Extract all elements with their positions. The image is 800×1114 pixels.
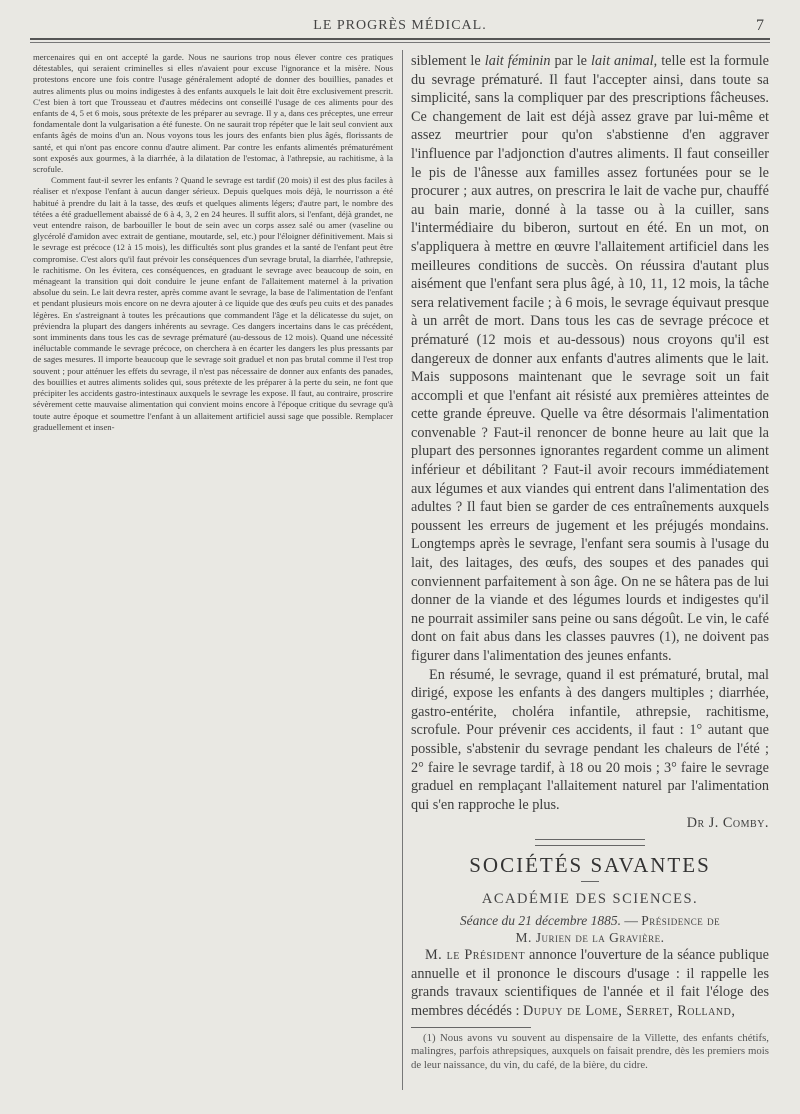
right-paragraph-1 [411, 52, 769, 666]
session-line [411, 912, 769, 946]
header-rule [30, 38, 770, 40]
left-column [33, 52, 393, 1092]
section-title: SOCIÉTÉS SAVANTES [469, 852, 711, 877]
footnote: (1) Nous avons vu souvent au dispensaire de la Villette, des enfants chétifs, malingres, parfois athrepsiques, auxquels on faisait prendre, dès les premiers mois de leur naissance, du vin, du café, de la bière, du cidre. [411, 1031, 769, 1071]
report-lead: M. le Président [425, 947, 526, 964]
italic-term: lait féminin [484, 53, 551, 69]
text-run: siblement le [411, 53, 485, 69]
report-text: annonce l'ouverture de la séance publique annuelle et il prononce le discours d'usage : il rappelle les grands travaux scientifiques de l'année et il fait l'éloge des membres décédés : [411, 947, 769, 1019]
left-paragraph-1: mercenaires qui en ont accepté la garde. Nous ne saurions trop nous élever contre ces pratiques détestables, qui seraient criminelles si elles n'avaient pour excuse l'ignorance et la misère. Nous protestons encore une fois contre l'usage généralement adopté de donner des bouillies, panades et autres aliments plus ou moins indigestes à des enfants auxquels le lait doit être exclusivement prescrit. C'est bien à tort que Trousseau et d'autres médecins ont conseillé l'usage de ces aliments pour des enfants de 4, 5 et 6 mois, sous prétexte de les préparer au sevrage. Il y a, dans ces préceptes, une erreur fondamentale dont la vulgarisation a été funeste. On ne saurait trop répéter que le lait seul convient aux enfants âgés de moins d'un an. Nous voyons tous les jours des enfants bien plus âgés, florissants de santé, et qui n'ont pas encore connu d'autre aliment. Par contre les enfants alimentés prématurément sont exposés aux gourmes, à la diarrhée, à la dilatation de l'estomac, à l'athrepsie, au rachitisme, à la scrofule. [33, 52, 393, 175]
session-date: Séance du 21 décembre 1885. [459, 913, 621, 929]
deceased-members: Dupuy de Lome, Serret, Rolland, [522, 1002, 736, 1019]
italic-term: lait animal [591, 53, 654, 69]
academy-report [411, 946, 769, 1020]
footnote-rule [411, 1027, 531, 1028]
text-run: par le [550, 53, 592, 69]
column-divider [402, 50, 403, 1090]
right-column [411, 52, 769, 1072]
header-rule-thin [30, 42, 770, 43]
short-divider [581, 881, 599, 882]
right-paragraph-2: En résumé, le sevrage, quand il est prématuré, brutal, mal dirigé, expose les enfants à des dangers multiples ; diarrhée, gastro-entérite, choléra infantile, athrepsie, rachitisme, scrofule. Pour prévenir ces accidents, il faut : 1° autant que possible, s'abstenir du sevrage pendant les chaleurs de l'été ; 2° faire le sevrage tardif, à 18 ou 20 mois ; 3° faire le sevrage graduel en remplaçant l'allaitement naturel par l'alimentation qui s'en rapproche le plus. [411, 666, 769, 813]
author-signature [411, 814, 769, 833]
running-header [30, 14, 770, 38]
text-run: , telle est la formule du sevrage prématuré. Il faut l'accepter ainsi, dans toute sa simplicité, sans la compliquer par des prescriptions fâcheuses. Ce changement de lait est déjà assez grave par lui-même et assez meurtrier pour qu'on s'abstienne d'en aggraver l'influence par l'adjonction d'autres aliments. Il faut conseiller le pis de l'ânesse aux familles assez fortunées pour se le procurer ; aux autres, on prescrira le lait de vache pur, chauffé au bain marie, donné à la tasse ou à la cuiller, sans l'intermédiaire du biberon, surtout en été. En un mot, on s'appliquera à mettre en œuvre l'allaitement artificiel dans les meilleures conditions de succès. On réussira d'autant plus aisément que l'enfant sera plus âgé, à 10, 11, 12 mois, la tâche sera relativement facile ; à 6 mois, le sevrage équivaut presque à un arrêt de mort. Dans tous les cas de sevrage précoce et prématuré (12 mois et au-dessous) nous croyons qu'il est dangereux de donner aux enfants d'autres aliments que le lait. Mais supposons maintenant que le sevrage soit un fait accompli et que l'enfant ait résisté aux premières atteintes de cette grande épreuve. Quelle va être désormais l'alimentation convenable ? Faut-il renoncer de bonne heure au lait que la plupart des personnes ignorantes regardent comme un aliment inférieur et débilitant ? Faut-il avoir recours immédiatement aux légumes et aux viandes qui entrent dans l'alimentation des adultes ? Il faut bien se garder de ces entraînements auxquels poussent les erreurs de jugement et les préjugés mondains. Longtemps après le sevrage, l'enfant sera soumis à l'usage du lait, des laitages, des œufs, des soupes et des panades qui conviennent parfaitement à son âge. On ne se hâtera pas de lui donner de la viande et des légumes lourds et indigestes qu'il ne pourrait assimiler sans peine ou sans dégoût. Le vin, le café dont on fait abus dans les classes pauvres (1), ne doivent pas figurer dans l'alimentation des jeunes enfants. [411, 53, 770, 664]
left-paragraph-2: Comment faut-il sevrer les enfants ? Quand le sevrage est tardif (20 mois) il est des plus faciles à réaliser et n'expose l'enfant à aucun danger sérieux. Depuis quelques mois déjà, le nourrisson a été habitué à prendre du lait à la tasse, des œufs et quelques aliments légers; d'autre part, le nombre des tétées a été graduellement abaissé de 6 à 4, 3, 2 en 24 heures. Il suffit alors, si l'enfant, déjà grandet, ne veut entendre raison, de barbouiller le bout de sein avec un corps assez salé ou amer (vaseline ou glycérolé d'amidon avec extrait de gentiane, moutarde, sel, etc.) pour l'éloigner définitivement. Mais si le sevrage est précoce (12 à 15 mois), les difficultés sont plus grandes et la santé de l'enfant peut être compromise. C'est alors qu'il faut prévoir les conséquences d'un sevrage brutal, la diarrhée, l'athrepsie, le rachitisme. On les évitera, ces conséquences, en graduant le sevrage avec beaucoup de soin, en ménageant la transition qui doit conduire le jeune enfant de l'allaitement maternel à la privation absolue du sein. Le lait devra rester, après comme avant le sevrage, la base de l'alimentation de l'enfant et pendant plusieurs mois encore on ne devra ajouter à ce liquide que des œufs peu cuits et des panades légères. En s'astreignant à toutes les précautions que commandent l'âge et la délicatesse du sujet, on préviendra la plupart des dangers inhérents au sevrage. Ces dangers incertains dans le cas précédent, sont imminents dans tous les cas de sevrage prématuré (au-dessous de 12 mois). Quand une nécessité inéluctable commande le sevrage précoce, on cherchera à en écarter les dangers les plus pressants par de sages mesures. Il importe beaucoup que le sevrage soit graduel et non pas brutal comme il l'est trop souvent ; pour atténuer les effets du sevrage, il n'est pas nécessaire de donner aux enfants des panades, des bouillies et autres aliments solides qui, sous prétexte de les préparer à la perte du sein, ne font que précipiter les accidents gastro-intestinaux auxquels le sevrage les expose. Il faut, au contraire, proscrire sévèrement cette mauvaise alimentation qui convient moins encore à l'époque critique du sevrage qu'à toute autre époque et soumettre l'enfant à un allaitement artificiel aussi sage que possible. Remplacer graduellement et insen- [33, 175, 393, 432]
president-name: M. Jurien de la Gravière. [515, 930, 665, 946]
presidence-label: Présidence de [641, 913, 721, 929]
ornamental-rule [535, 839, 645, 846]
academy-title: ACADÉMIE DES SCIENCES. [481, 890, 699, 907]
page-number: 7 [756, 17, 764, 34]
session-dash: — [620, 913, 642, 929]
journal-title: LE PROGRÈS MÉDICAL. [313, 18, 487, 33]
signature-text: Dr J. Comby. [686, 815, 769, 832]
